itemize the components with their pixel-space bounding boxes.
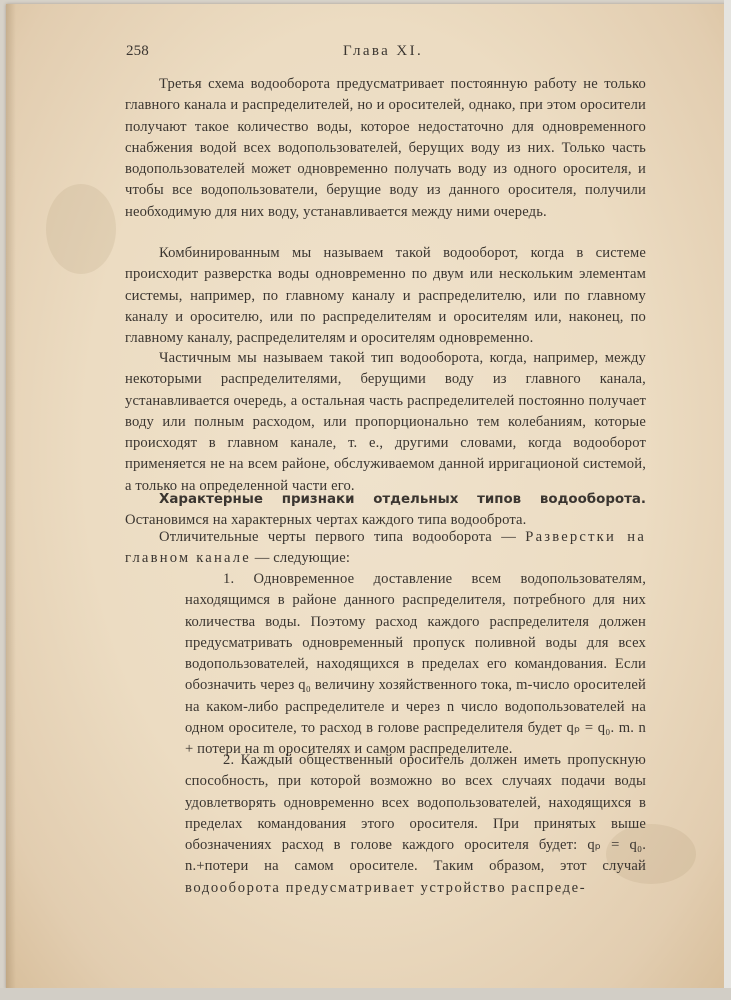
spaced-text: водооборота предусматривает устройство распреде- <box>185 879 587 896</box>
paragraph: Частичным мы называем такой тип водооборота, когда, например, между некоторыми распределителями, берущими воду из главного канала, устанавливается очередь, а остальная часть распределителей постоянно получает воду или полным расходом, или пропорционально тем колебаниям, которые происходят в главном канале, т. е., другими словами, когда водооборот применяется не на всем районе, обслуживаемом данной ирригационой системой, а только на определенной части его. <box>125 350 646 494</box>
paragraph-text: Отличительные черты первого типа водооборота — <box>159 529 526 545</box>
section-text: Остановимся на характерных чертах каждого типа водооброта. <box>125 512 527 529</box>
paragraph: Комбинированным мы называем такой водооборот, когда в системе происходит разверстка воды одновременно по двум или нескольким элементам системы, например, по главному каналу и распределителю, или по главному каналу и оросителю, или по распределителям и оросителям или, наконец, по главному каналу, распределителям и оросителям одновременно. <box>125 245 646 347</box>
spaced-term: Разверстки на главном канале <box>125 529 646 567</box>
section-heading: Характерные признаки отдельных типов водооборота. <box>159 492 646 507</box>
section-paragraph <box>125 489 646 532</box>
list-item <box>185 750 646 899</box>
list-item: 1. Одновременное доставление всем водопользователям, находящимся в районе данного распределителя, потребного для них количества воды. Поэтому расход каждого распределителя должен предусматривать одновременный пропуск поливной воды для всех водопользователей, находящихся в пределах его командования. Если обозначить через q₀ величину хозяйственного тока, m-число оросителей на каком-либо распределителе и через n число водопользователей на одном оросителе, то расход в голове распределителя будет qₚ = q₀. m. n + потери на m оросителях и самом распределителе. <box>185 571 646 758</box>
list-item-text: 2. Каждый общественный ороситель должен иметь пропускную способность, при которой возможно во всех случаях подачи воды удовлетворять одновременно всех водопользователей, находящихся в пределах командования этого оросителя. При принятых выше обозначениях расход в голове каждого оросителя будет: qₚ = q₀. n.+потери на самом оросителе. Таким образом, этот случай <box>185 752 646 875</box>
page-number: 258 <box>126 43 149 59</box>
paragraph <box>125 527 646 570</box>
running-head: Глава XI. <box>343 43 424 59</box>
paragraph: Третья схема водооборота предусматривает постоянную работу не только главного канала и распределителей, но и оросителей, однако, при этом оросители получают такое количество воды, которое недостаточно для одновременного снабжения водой всех водопользователей, берущих воду из них. Только часть водопользователей может одновременно получать воду из одного оросителя, и чтобы все водопользователи, берущие воду из данного оросителя, получили необходимую для них воду, устанавливается между ними очередь. <box>125 76 646 220</box>
paragraph-text: — следующие: <box>250 550 351 567</box>
